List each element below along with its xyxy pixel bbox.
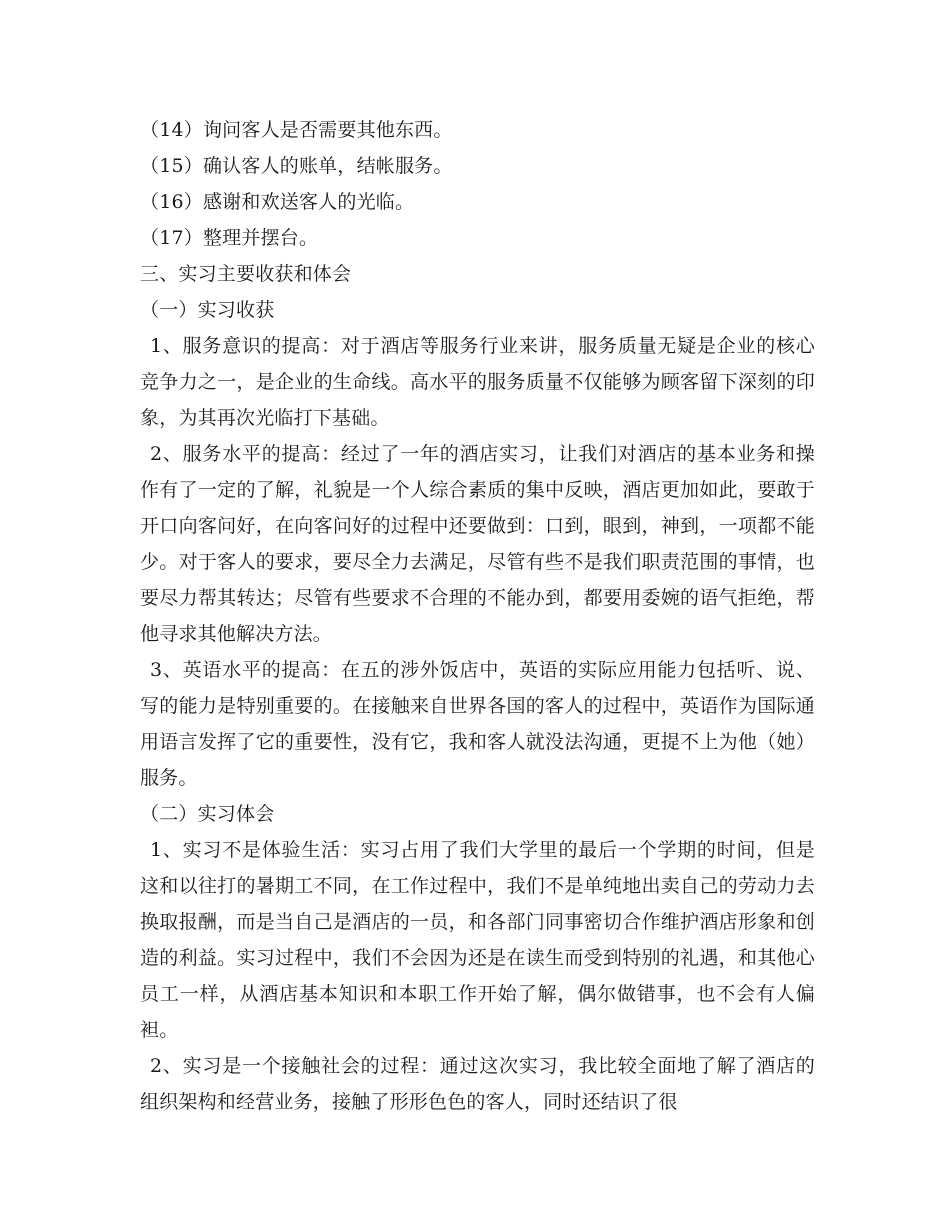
section-heading: 三、实习主要收获和体会 [140, 263, 352, 285]
list-item: （17）整理并摆台。 [140, 227, 319, 249]
document-body [140, 112, 815, 1120]
list-item: （14）询问客人是否需要其他东西。 [140, 119, 453, 141]
list-item: （16）感谢和欢送客人的光临。 [140, 191, 415, 213]
list-item: （15）确认客人的账单，结帐服务。 [140, 155, 453, 177]
subsection-heading: （一）实习收获 [140, 299, 275, 321]
paragraph: 2、服务水平的提高：经过了一年的酒店实习，让我们对酒店的基本业务和操作有了一定的了解，礼貌是一个人综合素质的集中反映，酒店更加如此，要敢于开口向客问好，在向客问好的过程中还要做到：口到，眼到，神到，一项都不能少。对于客人的要求，要尽全力去满足，尽管有些不是我们职责范围的事情，也要尽力帮其转达；尽管有些要求不合理的不能办到，都要用委婉的语气拒绝，帮他寻求其他解决方法。 [140, 443, 815, 645]
paragraph: 2、实习是一个接触社会的过程：通过这次实习，我比较全面地了解了酒店的组织架构和经营业务，接触了形形色色的客人，同时还结识了很 [140, 1055, 815, 1113]
paragraph: 3、英语水平的提高：在五的涉外饭店中，英语的实际应用能力包括听、说、写的能力是特别重要的。在接触来自世界各国的客人的过程中，英语作为国际通用语言发挥了它的重要性，没有它，我和客人就没法沟通，更提不上为他（她）服务。 [140, 659, 815, 789]
paragraph: 1、实习不是体验生活：实习占用了我们大学里的最后一个学期的时间，但是这和以往打的暑期工不同，在工作过程中，我们不是单纯地出卖自己的劳动力去换取报酬，而是当自己是酒店的一员，和各部门同事密切合作维护酒店形象和创造的利益。实习过程中，我们不会因为还是在读生而受到特别的礼遇，和其他心员工一样，从酒店基本知识和本职工作开始了解，偶尔做错事，也不会有人偏袒。 [140, 839, 815, 1041]
subsection-heading: （二）实习体会 [140, 803, 275, 825]
paragraph: 1、服务意识的提高：对于酒店等服务行业来讲，服务质量无疑是企业的核心竞争力之一，是企业的生命线。高水平的服务质量不仅能够为顾客留下深刻的印象，为其再次光临打下基础。 [140, 335, 815, 429]
